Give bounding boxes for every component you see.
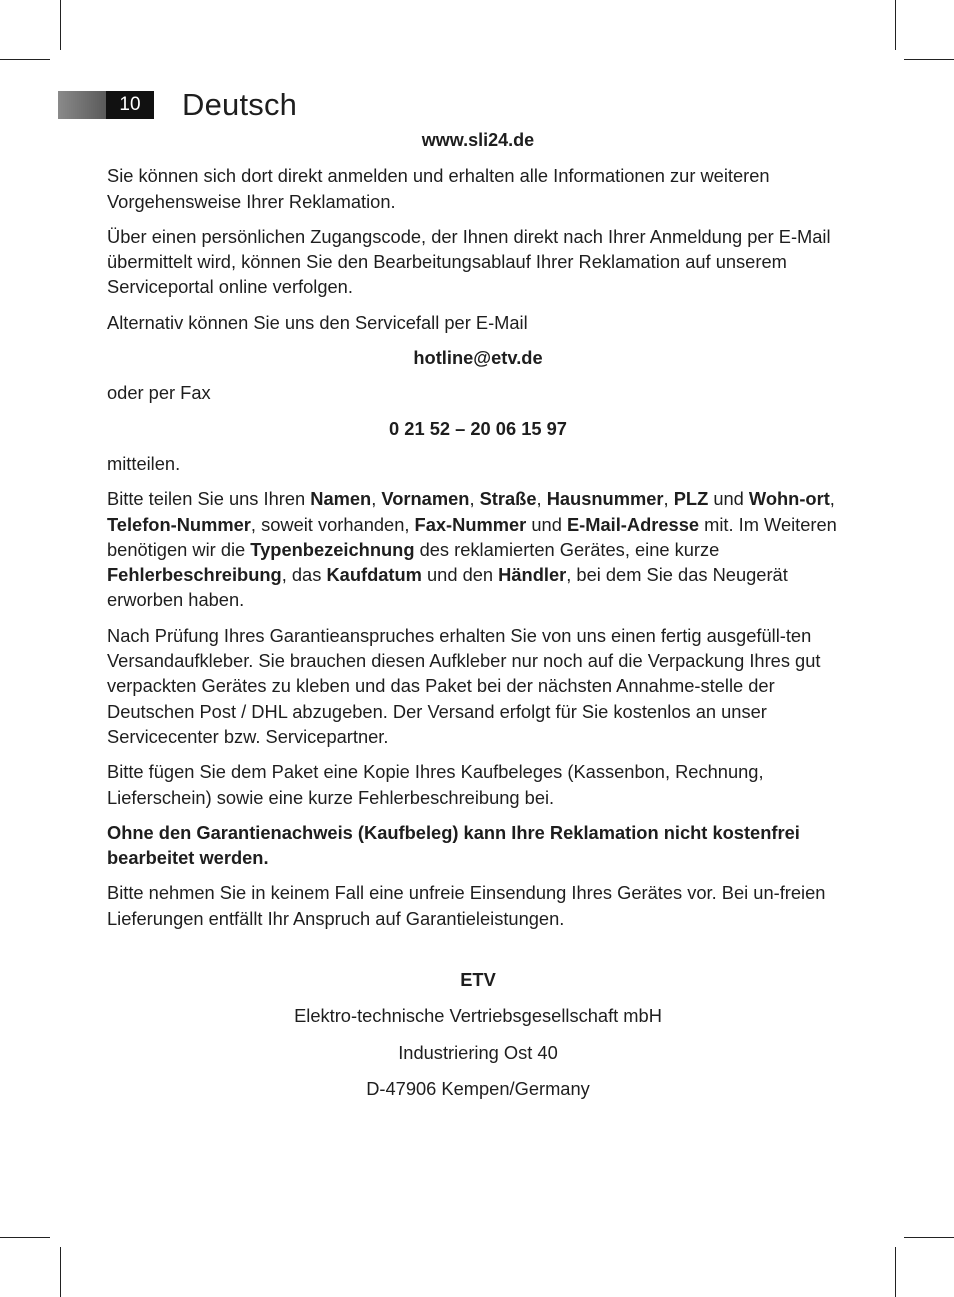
header-bar bbox=[58, 91, 106, 119]
paragraph-6 bbox=[107, 486, 849, 612]
p6-text: , bbox=[536, 488, 547, 510]
p6-text: , bbox=[829, 488, 835, 510]
p6-text: mit. Im Weiteren benötigen wir die bbox=[107, 513, 837, 560]
p6-text: und bbox=[708, 488, 749, 510]
crop-mark-bottom-right-h bbox=[904, 1237, 954, 1238]
paragraph-3: Alternativ können Sie uns den Servicefall per E-Mail bbox=[107, 311, 528, 333]
paragraph-5: mitteilen. bbox=[107, 452, 181, 474]
p6-text: , soweit vorhanden, bbox=[250, 513, 415, 535]
company-city: D-47906 Kempen/Germany bbox=[366, 1077, 590, 1099]
p6-bold: Fax-Nummer bbox=[414, 513, 527, 535]
paragraph-2: Über einen persönlichen Zugangscode, der Ihnen direkt nach Ihrer Anmeldung per E-Mail übermittelt wird, können Sie den Bearbeitungsablauf Ihrer Reklamation auf unserem Serviceportal online verfolgen. bbox=[107, 225, 831, 298]
p6-bold: Vornamen bbox=[381, 488, 470, 510]
p6-bold: Namen bbox=[310, 488, 372, 510]
warning-paragraph: Ohne den Garantienachweis (Kaufbeleg) kann Ihre Reklamation nicht kostenfrei bearbeitet werden. bbox=[107, 821, 800, 869]
hotline-email: hotline@etv.de bbox=[413, 347, 543, 369]
crop-mark-bottom-left-v bbox=[60, 1247, 61, 1297]
company-address bbox=[107, 967, 849, 1101]
paragraph-8: Bitte fügen Sie dem Paket eine Kopie Ihres Kaufbeleges (Kassenbon, Rechnung, Lieferschein) sowie eine kurze Fehlerbeschreibung bei. bbox=[107, 761, 764, 808]
p6-bold: Fehlerbeschreibung bbox=[107, 564, 282, 586]
p6-text: des reklamierten Gerätes, eine kurze bbox=[414, 538, 720, 560]
crop-mark-bottom-right-v bbox=[895, 1247, 896, 1297]
page-content bbox=[107, 128, 849, 1101]
page-number: 10 bbox=[106, 91, 154, 119]
p6-bold: Hausnummer bbox=[546, 488, 664, 510]
p6-text: , bei dem Sie das Neugerät erworben haben. bbox=[107, 564, 788, 611]
p6-text: und bbox=[526, 513, 567, 535]
p6-text: , bbox=[663, 488, 674, 510]
p6-bold: Kaufdatum bbox=[326, 564, 422, 586]
page-title: Deutsch bbox=[182, 87, 298, 122]
p6-bold: E-Mail-Adresse bbox=[566, 513, 700, 535]
company-full-name: Elektro-technische Vertriebsgesellschaft mbH bbox=[294, 1005, 662, 1027]
website-url: www.sli24.de bbox=[421, 130, 535, 150]
paragraph-4: oder per Fax bbox=[107, 382, 211, 404]
paragraph-7: Nach Prüfung Ihres Garantieanspruches erhalten Sie von uns einen fertig ausgefüll-ten Versandaufkleber. Sie brauchen diesen Aufkleber nur noch auf die Verpackung Ihres gut verpackten Gerätes zu kleben und das Paket bei der nächsten Annahme-stelle der Deutschen Post / DHL abzugeben. Der Versand erfolgt für Sie kostenlos an unser Servicecenter bzw. Servicepartner. bbox=[107, 624, 821, 747]
p6-bold: Wohn-ort bbox=[748, 488, 830, 510]
p6-text: und den bbox=[421, 564, 499, 586]
p6-bold: Straße bbox=[479, 488, 537, 510]
crop-mark-bottom-left-h bbox=[0, 1237, 50, 1238]
p6-bold: Telefon-Nummer bbox=[107, 513, 251, 535]
crop-mark-top-left-h bbox=[0, 59, 50, 60]
p6-bold: Händler bbox=[498, 564, 567, 586]
fax-number: 0 21 52 – 20 06 15 97 bbox=[389, 417, 567, 439]
crop-mark-top-right-h bbox=[904, 59, 954, 60]
company-short-name: ETV bbox=[460, 969, 496, 991]
paragraph-10: Bitte nehmen Sie in keinem Fall eine unfreie Einsendung Ihres Gerätes vor. Bei un-freien Lieferungen entfällt Ihr Anspruch auf Garantieleistungen. bbox=[107, 882, 826, 929]
company-street: Industriering Ost 40 bbox=[398, 1041, 558, 1063]
crop-mark-top-right-v bbox=[895, 0, 896, 50]
p6-bold: PLZ bbox=[673, 488, 709, 510]
p6-text: Bitte teilen Sie uns Ihren bbox=[107, 488, 311, 510]
p6-bold: Typenbezeichnung bbox=[250, 538, 415, 560]
paragraph-1: Sie können sich dort direkt anmelden und erhalten alle Informationen zur weiteren Vorgehensweise Ihrer Reklamation. bbox=[107, 165, 770, 212]
p6-text: , bbox=[469, 488, 480, 510]
p6-text: , das bbox=[281, 564, 327, 586]
p6-text: , bbox=[371, 488, 382, 510]
crop-mark-top-left-v bbox=[60, 0, 61, 50]
